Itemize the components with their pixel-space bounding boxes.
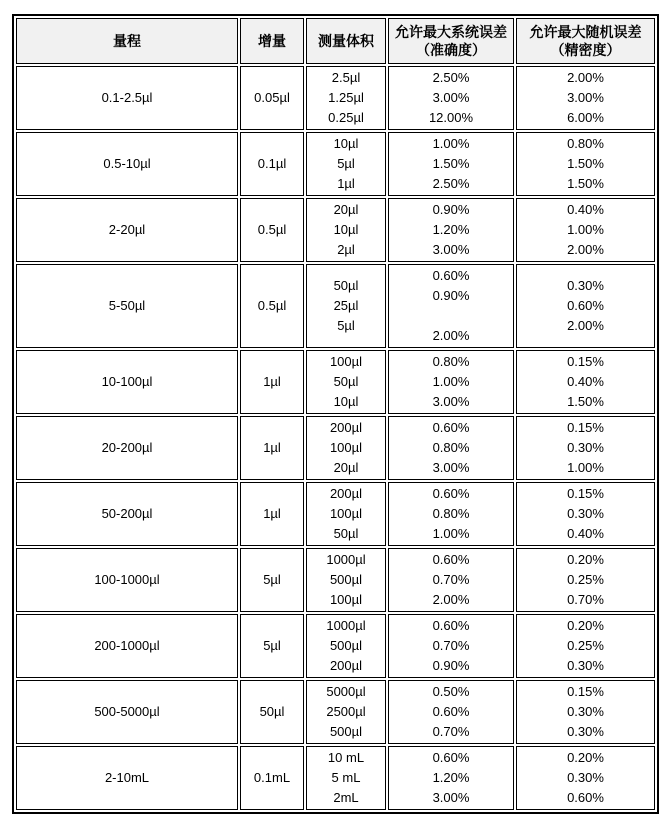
value-line: 1.00%: [432, 526, 470, 541]
value-line: 3.00%: [432, 460, 470, 475]
value-line: 0.15%: [567, 354, 604, 369]
value-line: 0.20%: [567, 618, 604, 633]
value-line: 10 mL: [327, 750, 365, 765]
cell-accuracy: [388, 746, 514, 810]
value-line: 25µl: [333, 298, 359, 313]
value-line: 1.50%: [567, 176, 604, 191]
cell-volumes: [306, 680, 386, 744]
cell-precision: [516, 198, 655, 262]
value-line: 1µl: [263, 440, 281, 455]
value-line: 0.80%: [432, 506, 470, 521]
cell-range: [16, 264, 238, 348]
value-line: 3.00%: [567, 90, 604, 105]
value-line: 0.60%: [432, 704, 470, 719]
value-line: 0.40%: [567, 374, 604, 389]
value-line: 0.70%: [432, 572, 470, 587]
value-line: 10µl: [333, 394, 359, 409]
value-line: 0.30%: [567, 770, 604, 785]
value-line: 0.60%: [432, 618, 470, 633]
cell-range: [16, 350, 238, 414]
cell-range: [16, 416, 238, 480]
value-line: 0.15%: [567, 486, 604, 501]
value-line: 0.15%: [567, 420, 604, 435]
value-line: 0.5-10µl: [103, 156, 151, 171]
value-line: 1.25µl: [328, 90, 364, 105]
value-line: 0.1µl: [257, 156, 287, 171]
cell-precision: [516, 746, 655, 810]
value-line: 0.40%: [567, 526, 604, 541]
table-row: [16, 132, 655, 196]
value-line: 50µl: [333, 526, 359, 541]
cell-precision: [516, 132, 655, 196]
value-line: 20µl: [333, 460, 359, 475]
table-row: [16, 350, 655, 414]
value-line: 3.00%: [432, 90, 470, 105]
header-increment-label: 增量: [258, 33, 286, 49]
cell-volumes: [306, 132, 386, 196]
table-row: [16, 482, 655, 546]
cell-increment: [240, 416, 304, 480]
value-line: 0.25%: [567, 572, 604, 587]
cell-accuracy: [388, 132, 514, 196]
value-line: 0.40%: [567, 202, 604, 217]
value-line: 2.50%: [432, 70, 470, 85]
value-line: 20-200µl: [101, 440, 153, 455]
value-line: 5-50µl: [108, 298, 146, 313]
value-line: 0.90%: [432, 202, 470, 217]
cell-precision: [516, 416, 655, 480]
cell-volumes: [306, 614, 386, 678]
value-line: 200µl: [329, 658, 363, 673]
value-line: 100µl: [329, 592, 363, 607]
value-line: 3.00%: [432, 790, 470, 805]
table-row: [16, 198, 655, 262]
value-line: 0.30%: [567, 278, 604, 293]
cell-increment: [240, 198, 304, 262]
header-range: [16, 18, 238, 64]
cell-increment: [240, 680, 304, 744]
value-line: 0.60%: [432, 552, 470, 567]
value-line: 5000µl: [326, 684, 366, 699]
header-test-volume-label: 测量体积: [318, 33, 374, 49]
table-row: [16, 416, 655, 480]
value-line: 3.00%: [432, 242, 470, 257]
value-line: 0.80%: [432, 440, 470, 455]
cell-increment: [240, 482, 304, 546]
header-row: [16, 18, 655, 64]
cell-precision: [516, 350, 655, 414]
cell-range: [16, 680, 238, 744]
cell-accuracy: [388, 482, 514, 546]
table-row: [16, 66, 655, 130]
value-line: 200µl: [329, 486, 363, 501]
value-line: 0.5µl: [257, 222, 287, 237]
value-line: [391, 306, 511, 326]
table-row: [16, 614, 655, 678]
cell-volumes: [306, 198, 386, 262]
cell-accuracy: [388, 680, 514, 744]
cell-precision: [516, 66, 655, 130]
value-line: 100µl: [329, 440, 363, 455]
header-range-label: 量程: [113, 33, 141, 49]
value-line: 2.50%: [432, 176, 470, 191]
value-line: 2.00%: [567, 70, 604, 85]
cell-increment: [240, 746, 304, 810]
value-line: 0.20%: [567, 750, 604, 765]
cell-range: [16, 614, 238, 678]
value-line: 1.20%: [432, 222, 470, 237]
header-systematic-error-line1: 允许最大系统误差: [395, 24, 507, 40]
value-line: 2500µl: [326, 704, 366, 719]
value-line: 0.30%: [567, 440, 604, 455]
value-line: 10-100µl: [101, 374, 153, 389]
value-line: 0.60%: [567, 298, 604, 313]
cell-volumes: [306, 548, 386, 612]
cell-precision: [516, 264, 655, 348]
value-line: 0.70%: [432, 638, 470, 653]
value-line: 5µl: [263, 572, 281, 587]
cell-range: [16, 66, 238, 130]
table-row: [16, 680, 655, 744]
table-row: [16, 746, 655, 810]
value-line: 0.1mL: [253, 770, 291, 785]
value-line: 0.20%: [567, 552, 604, 567]
cell-increment: [240, 132, 304, 196]
value-line: 500µl: [329, 572, 363, 587]
value-line: 3.00%: [432, 394, 470, 409]
value-line: 50-200µl: [101, 506, 153, 521]
cell-accuracy: [388, 548, 514, 612]
cell-accuracy: [388, 416, 514, 480]
value-line: 100µl: [329, 506, 363, 521]
cell-precision: [516, 482, 655, 546]
value-line: 0.15%: [567, 684, 604, 699]
cell-precision: [516, 614, 655, 678]
value-line: 0.50%: [432, 684, 470, 699]
value-line: 0.70%: [567, 592, 604, 607]
cell-range: [16, 198, 238, 262]
header-increment: [240, 18, 304, 64]
cell-increment: [240, 548, 304, 612]
value-line: 1.50%: [432, 156, 470, 171]
value-line: 50µl: [259, 704, 285, 719]
value-line: 0.1-2.5µl: [101, 90, 153, 105]
table-row: [16, 548, 655, 612]
value-line: 50µl: [333, 278, 359, 293]
value-line: 1.00%: [567, 222, 604, 237]
value-line: 0.80%: [567, 136, 604, 151]
cell-range: [16, 746, 238, 810]
value-line: 5µl: [337, 156, 355, 171]
value-line: 50µl: [333, 374, 359, 389]
value-line: 0.70%: [432, 724, 470, 739]
value-line: 0.5µl: [257, 298, 287, 313]
value-line: 0.60%: [567, 790, 604, 805]
cell-accuracy: [388, 66, 514, 130]
cell-volumes: [306, 482, 386, 546]
value-line: 0.60%: [432, 268, 470, 283]
cell-precision: [516, 680, 655, 744]
cell-accuracy: [388, 614, 514, 678]
value-line: 0.30%: [567, 704, 604, 719]
value-line: 2.5µl: [331, 70, 361, 85]
value-line: 12.00%: [428, 110, 474, 125]
value-line: 2.00%: [432, 328, 470, 343]
cell-precision: [516, 548, 655, 612]
cell-volumes: [306, 66, 386, 130]
value-line: 2-20µl: [108, 222, 146, 237]
value-line: 0.60%: [432, 750, 470, 765]
value-line: 5µl: [263, 638, 281, 653]
value-line: 0.30%: [567, 724, 604, 739]
header-random-error: [516, 18, 655, 64]
value-line: 5 mL: [331, 770, 361, 785]
header-systematic-error: [388, 18, 514, 64]
value-line: 0.80%: [432, 354, 470, 369]
value-line: 1000µl: [326, 618, 366, 633]
table-row: [16, 264, 655, 348]
cell-increment: [240, 66, 304, 130]
value-line: 1.50%: [567, 394, 604, 409]
value-line: 1µl: [263, 506, 281, 521]
value-line: 1µl: [337, 176, 355, 191]
cell-volumes: [306, 416, 386, 480]
cell-range: [16, 482, 238, 546]
value-line: 2.00%: [432, 592, 470, 607]
value-line: 0.60%: [432, 486, 470, 501]
value-line: 6.00%: [567, 110, 604, 125]
value-line: 1µl: [263, 374, 281, 389]
value-line: 1.20%: [432, 770, 470, 785]
cell-increment: [240, 350, 304, 414]
value-line: 200µl: [329, 420, 363, 435]
cell-range: [16, 132, 238, 196]
value-line: 20µl: [333, 202, 359, 217]
cell-accuracy: [388, 350, 514, 414]
cell-volumes: [306, 350, 386, 414]
value-line: 0.30%: [567, 658, 604, 673]
value-line: 500-5000µl: [94, 704, 160, 719]
value-line: 10µl: [333, 136, 359, 151]
header-systematic-error-line2: （准确度）: [416, 42, 486, 58]
value-line: 1.50%: [567, 156, 604, 171]
cell-volumes: [306, 264, 386, 348]
value-line: 0.90%: [432, 288, 470, 303]
value-line: 2.00%: [567, 242, 604, 257]
value-line: 500µl: [329, 638, 363, 653]
cell-increment: [240, 264, 304, 348]
value-line: 2-10mL: [104, 770, 150, 785]
value-line: 5µl: [337, 318, 355, 333]
cell-accuracy: [388, 264, 514, 348]
cell-volumes: [306, 746, 386, 810]
value-line: 0.25%: [567, 638, 604, 653]
value-line: 0.30%: [567, 506, 604, 521]
header-test-volume: [306, 18, 386, 64]
value-line: 0.05µl: [254, 90, 290, 105]
value-line: 10µl: [333, 222, 359, 237]
value-line: 2mL: [333, 790, 359, 805]
value-line: 100-1000µl: [94, 572, 160, 587]
header-random-error-line2: （精密度）: [550, 42, 621, 58]
cell-range: [16, 548, 238, 612]
header-random-error-line1: 允许最大随机误差: [529, 24, 642, 40]
value-line: 1000µl: [326, 552, 366, 567]
value-line: 200-1000µl: [94, 638, 160, 653]
table-body: [16, 66, 655, 810]
value-line: 1.00%: [567, 460, 604, 475]
value-line: 2.00%: [567, 318, 604, 333]
value-line: 1.00%: [432, 136, 470, 151]
value-line: 0.60%: [432, 420, 470, 435]
cell-increment: [240, 614, 304, 678]
value-line: 2µl: [337, 242, 355, 257]
pipette-spec-table: [12, 14, 659, 814]
value-line: 0.25µl: [328, 110, 364, 125]
value-line: 1.00%: [432, 374, 470, 389]
value-line: 0.90%: [432, 658, 470, 673]
value-line: 100µl: [329, 354, 363, 369]
cell-accuracy: [388, 198, 514, 262]
value-line: 500µl: [329, 724, 363, 739]
